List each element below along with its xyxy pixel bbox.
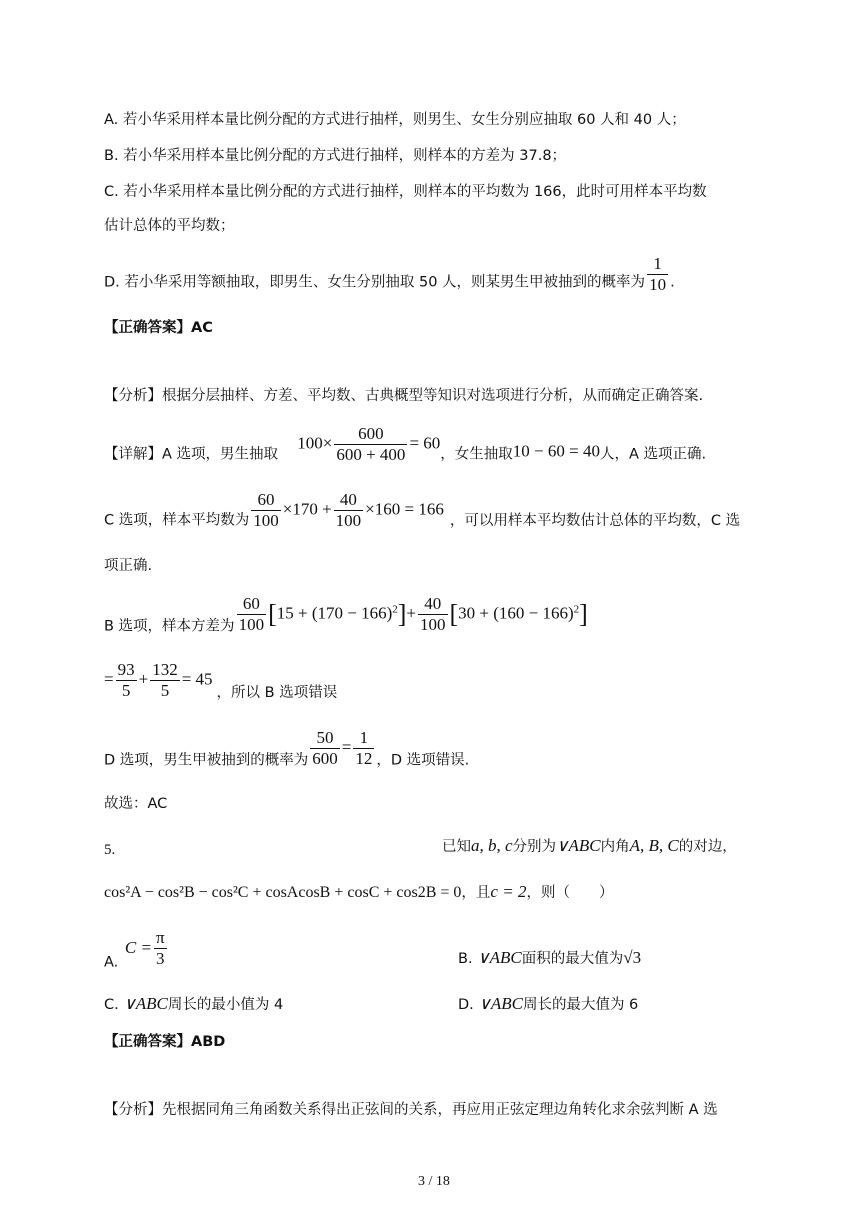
q5-text4: 的对边， — [678, 839, 737, 855]
answer-1: 【正确答案】AC — [104, 320, 213, 336]
d-fraction-2 — [353, 728, 374, 769]
frac-den: 5 — [160, 681, 170, 700]
frac-den: 100 — [420, 615, 446, 634]
q5-eq-suffix: ，且 — [461, 885, 491, 901]
bracket-close-2: ] — [579, 599, 588, 629]
frac-den: 3 — [156, 949, 165, 968]
frac-num: 50 — [310, 728, 340, 749]
detail-a — [104, 424, 706, 465]
q5-option-b — [458, 948, 641, 969]
q5-c: c = 2 — [490, 882, 527, 901]
frac-num: 1 — [647, 254, 668, 275]
q5-c-label: C. — [104, 997, 119, 1013]
q5-b-value: √3 — [623, 948, 642, 967]
b-fraction-2 — [418, 594, 448, 635]
frac-den: 10 — [649, 275, 667, 294]
b2-result: = 45 — [181, 669, 213, 689]
q5-stem — [442, 836, 737, 857]
b2-fraction-2 — [150, 660, 180, 701]
q5-number: 5. — [104, 842, 116, 858]
q5-option-a — [104, 928, 169, 973]
d-suffix: ，D 选项错误. — [376, 752, 470, 769]
q5-d-text: 周长的最大值为 6 — [522, 997, 639, 1013]
q5-equation-line — [104, 882, 613, 903]
b2-suffix: ，所以 B 选项错误 — [216, 684, 338, 701]
option-d: D. 若小华采用等额抽取，即男生、女生分别抽取 50 人，则某男生甲被抽到的概率为 $\frac{1}{10}$ . — [104, 254, 675, 294]
c-prefix: C 选项，样本平均数为 — [104, 512, 250, 529]
detail-c-line2: 项正确. — [104, 558, 153, 574]
frac-den: 12 — [355, 749, 373, 768]
b-prefix: B 选项，样本方差为 — [104, 618, 235, 635]
square-2: 2 — [573, 603, 580, 616]
option-c-line1: C. 若小华采用样本量比例分配的方式进行抽样，则样本的平均数为 166，此时可用样本平均数 — [104, 184, 707, 200]
frac-den: 100 — [238, 615, 265, 634]
c-mid-1: ×170 + — [282, 499, 332, 519]
frac-num: 40 — [418, 594, 448, 615]
detail-d — [104, 728, 469, 771]
b2-fraction-1 — [116, 660, 137, 701]
d-fraction-1 — [310, 728, 340, 769]
c-suffix: ，可以用样本平均数估计总体的平均数，C 选 — [449, 512, 741, 529]
c-fraction-1 — [251, 490, 281, 531]
option-c-line2: 估计总体的平均数； — [104, 218, 235, 234]
b-bracket-1: 15 + (170 − 166) — [276, 603, 393, 623]
frac-num: 93 — [117, 660, 135, 679]
q5-text3: 内角 — [600, 839, 630, 855]
option-d-text: D. 若小华采用等额抽取，即男生、女生分别抽取 50 人，则某男生甲被抽到的概率为 — [104, 274, 646, 291]
q5-end: ，则（ ） — [526, 885, 614, 901]
detail-b-line2 — [104, 660, 337, 703]
square-1: 2 — [392, 603, 398, 616]
frac-num: 132 — [152, 660, 178, 679]
frac-num: 60 — [237, 594, 267, 615]
bracket-open-2: [ — [449, 599, 459, 629]
bracket-close-1: ] — [397, 599, 407, 629]
frac-num: 40 — [334, 490, 364, 511]
q5-angles: A, B, C — [629, 836, 679, 855]
q5-d-triangle: ∨ABC — [478, 994, 523, 1013]
d-prefix: D 选项，男生甲被抽到的概率为 — [104, 752, 309, 769]
frac-den: 100 — [253, 511, 279, 530]
bracket-open-1: [ — [268, 599, 277, 629]
q5-text1: 已知 — [442, 839, 471, 855]
d-eq: = — [341, 737, 352, 757]
q5-c-text: 周长的最小值为 4 — [167, 997, 284, 1013]
b-fraction-1 — [237, 594, 267, 635]
frac-den: 600 — [312, 749, 338, 768]
q5-a-label: A. — [104, 954, 119, 971]
option-a: A. 若小华采用样本量比例分配的方式进行抽样，则男生、女生分别应抽取 60 人和 40 人； — [104, 112, 686, 128]
option-d-fraction — [647, 254, 668, 295]
q5-a-fraction — [154, 928, 167, 969]
c-mid-2: ×160 = 166 — [365, 499, 444, 519]
analysis-1: 【分析】根据分层抽样、方差、平均数、古典概型等知识对选项进行分析，从而确定正确答案. — [104, 388, 704, 404]
b-bracket-2: 30 + (160 − 166) — [458, 603, 574, 623]
frac-den: 5 — [121, 681, 131, 700]
detail-a-fraction — [334, 424, 407, 465]
q5-b-text: 面积的最大值为 — [521, 951, 624, 967]
detail-a-end: 人，A 选项正确. — [599, 446, 707, 463]
detail-a-mid: ，女生抽取 — [440, 446, 513, 463]
q5-abc: a, b, c — [471, 836, 513, 855]
detail-c — [104, 490, 740, 531]
b2-eq: = — [104, 669, 114, 689]
q5-b-label: B. — [458, 951, 473, 967]
q5-equation: cos²A − cos²B − cos²C + cosAcosB + cosC + cos2B = 0 — [104, 884, 462, 901]
q5-triangle: ∨ABC — [556, 836, 601, 855]
page-number: 3 / 18 — [418, 1174, 450, 1189]
detail-a-result: = 60 — [409, 433, 441, 453]
q5-option-c — [104, 994, 283, 1015]
detail-prefix: 【详解】A 选项，男生抽取 — [104, 446, 279, 463]
q5-c-triangle: ∨ABC — [123, 994, 168, 1013]
answer-2: 【正确答案】ABD — [104, 1034, 226, 1050]
q5-option-d — [458, 994, 638, 1015]
detail-a-expr: 100× — [297, 433, 333, 453]
q5-b-triangle: ∨ABC — [477, 948, 522, 967]
detail-b: B 选项，样本方差为 $\frac{60}{100}$ $[15 + (170 - 166)^2]+$ $\frac{40}{100}$ $[30 + (160 - 166)^2]$ — [104, 594, 588, 635]
c-fraction-2 — [334, 490, 364, 531]
q5-text2: 分别为 — [512, 839, 557, 855]
frac-den: 100 — [335, 511, 362, 530]
frac-num: 1 — [353, 728, 374, 749]
b2-plus: + — [138, 669, 149, 689]
frac-den: 600 + 400 — [336, 445, 406, 464]
frac-num: 600 — [334, 424, 407, 445]
option-b: B. 若小华采用样本量比例分配的方式进行抽样，则样本的方差为 37.8； — [104, 148, 567, 164]
frac-num: 60 — [251, 490, 281, 511]
detail-a-girls: 10 − 60 = 40 — [512, 441, 600, 461]
q5-d-label: D. — [458, 997, 474, 1013]
frac-num: π — [155, 928, 165, 947]
analysis-2: 【分析】先根据同角三角函数关系得出正弦间的关系，再应用正弦定理边角转化求余弦判断 A 选 — [104, 1102, 718, 1118]
q5-a-lhs: C = — [124, 937, 152, 957]
select-1: 故选：AC — [104, 796, 168, 812]
